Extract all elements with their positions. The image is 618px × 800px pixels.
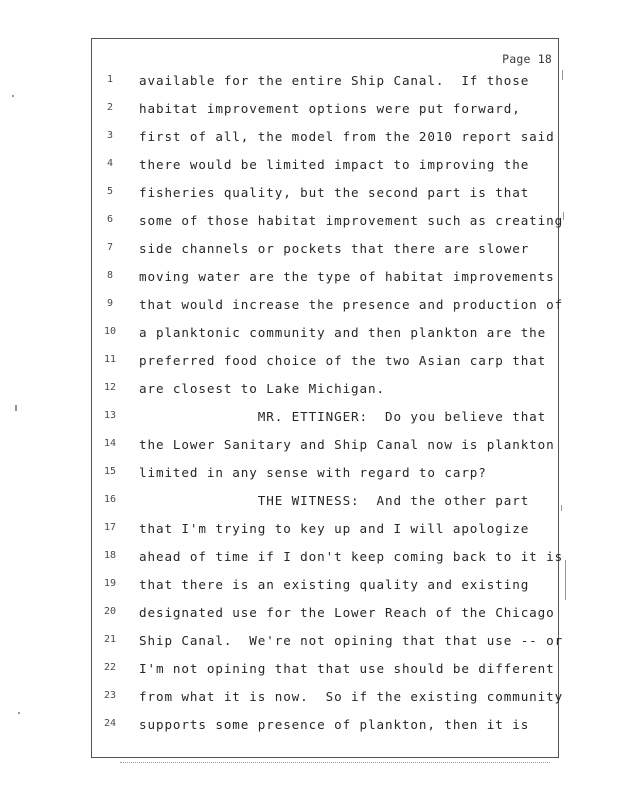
line-text: designated use for the Lower Reach of the Chicago xyxy=(139,605,555,620)
scan-speck xyxy=(18,712,20,714)
transcript-line xyxy=(96,98,556,126)
scan-edge-noise xyxy=(120,762,550,765)
transcript-line xyxy=(96,490,556,518)
line-number: 5 xyxy=(106,186,114,197)
line-text: that would increase the presence and production of xyxy=(139,297,564,312)
line-text: that there is an existing quality and existing xyxy=(139,577,530,592)
line-number: 12 xyxy=(103,382,117,393)
transcript-line xyxy=(96,126,556,154)
transcript-line xyxy=(96,574,556,602)
line-text: ahead of time if I don't keep coming back to it is xyxy=(139,549,564,564)
line-number: 24 xyxy=(103,718,117,729)
transcript-line xyxy=(96,714,556,742)
transcript-line xyxy=(96,686,564,714)
transcript-line xyxy=(96,154,556,182)
line-text: MR. ETTINGER: Do you believe that xyxy=(139,409,547,424)
line-number: 3 xyxy=(106,130,114,141)
line-text: preferred food choice of the two Asian carp that xyxy=(139,353,547,368)
transcript-line xyxy=(96,350,556,378)
line-text: first of all, the model from the 2010 report said xyxy=(139,129,555,144)
transcript-line xyxy=(96,546,564,574)
line-number: 11 xyxy=(103,354,117,365)
transcript-line xyxy=(96,462,556,490)
line-text: I'm not opining that that use should be different xyxy=(139,661,555,676)
scan-speck xyxy=(12,95,14,97)
transcript-line xyxy=(96,322,556,350)
line-number: 20 xyxy=(103,606,117,617)
transcript-body xyxy=(96,70,564,742)
line-number: 7 xyxy=(106,242,114,253)
line-number: 6 xyxy=(106,214,114,225)
line-number: 22 xyxy=(103,662,117,673)
line-number: 4 xyxy=(106,158,114,169)
line-text: Ship Canal. We're not opining that that use -- or xyxy=(139,633,564,648)
line-text: there would be limited impact to improving the xyxy=(139,157,530,172)
transcript-line xyxy=(96,518,556,546)
transcript-line xyxy=(96,70,556,98)
scan-speck xyxy=(563,212,564,220)
line-number: 16 xyxy=(103,494,117,505)
transcript-line xyxy=(96,630,564,658)
line-text: some of those habitat improvement such as creating xyxy=(139,213,564,228)
line-text: that I'm trying to key up and I will apologize xyxy=(139,521,530,536)
line-number: 2 xyxy=(106,102,114,113)
line-text: moving water are the type of habitat improvements xyxy=(139,269,555,284)
transcript-line xyxy=(96,406,556,434)
line-number: 13 xyxy=(103,410,117,421)
line-number: 1 xyxy=(106,74,114,85)
line-number: 18 xyxy=(103,550,117,561)
line-text: fisheries quality, but the second part is that xyxy=(139,185,530,200)
scan-speck xyxy=(15,405,17,411)
transcript-line xyxy=(96,238,556,266)
line-text: THE WITNESS: And the other part xyxy=(139,493,530,508)
transcript-line xyxy=(96,210,564,238)
transcript-line xyxy=(96,602,556,630)
line-number: 8 xyxy=(106,270,114,281)
page-number: Page 18 xyxy=(502,52,552,66)
line-text: habitat improvement options were put forward, xyxy=(139,101,521,116)
line-number: 14 xyxy=(103,438,117,449)
line-number: 19 xyxy=(103,578,117,589)
line-text: available for the entire Ship Canal. If those xyxy=(139,73,530,88)
line-number: 15 xyxy=(103,466,117,477)
line-text: the Lower Sanitary and Ship Canal now is plankton xyxy=(139,437,555,452)
line-number: 23 xyxy=(103,690,117,701)
line-number: 21 xyxy=(103,634,117,645)
line-number: 9 xyxy=(106,298,114,309)
transcript-line xyxy=(96,658,556,686)
line-text: limited in any sense with regard to carp? xyxy=(139,465,487,480)
line-text: supports some presence of plankton, then it is xyxy=(139,717,530,732)
scan-speck xyxy=(562,70,563,80)
line-text: side channels or pockets that there are slower xyxy=(139,241,530,256)
scan-speck xyxy=(561,505,562,511)
line-text: from what it is now. So if the existing community xyxy=(139,689,564,704)
scan-speck xyxy=(565,560,566,600)
transcript-line xyxy=(96,266,556,294)
line-text: a planktonic community and then plankton are the xyxy=(139,325,547,340)
line-number: 10 xyxy=(103,326,117,337)
transcript-line xyxy=(96,434,556,462)
transcript-line xyxy=(96,378,556,406)
transcript-line xyxy=(96,182,556,210)
line-text: are closest to Lake Michigan. xyxy=(139,381,385,396)
transcript-line xyxy=(96,294,564,322)
line-number: 17 xyxy=(103,522,117,533)
